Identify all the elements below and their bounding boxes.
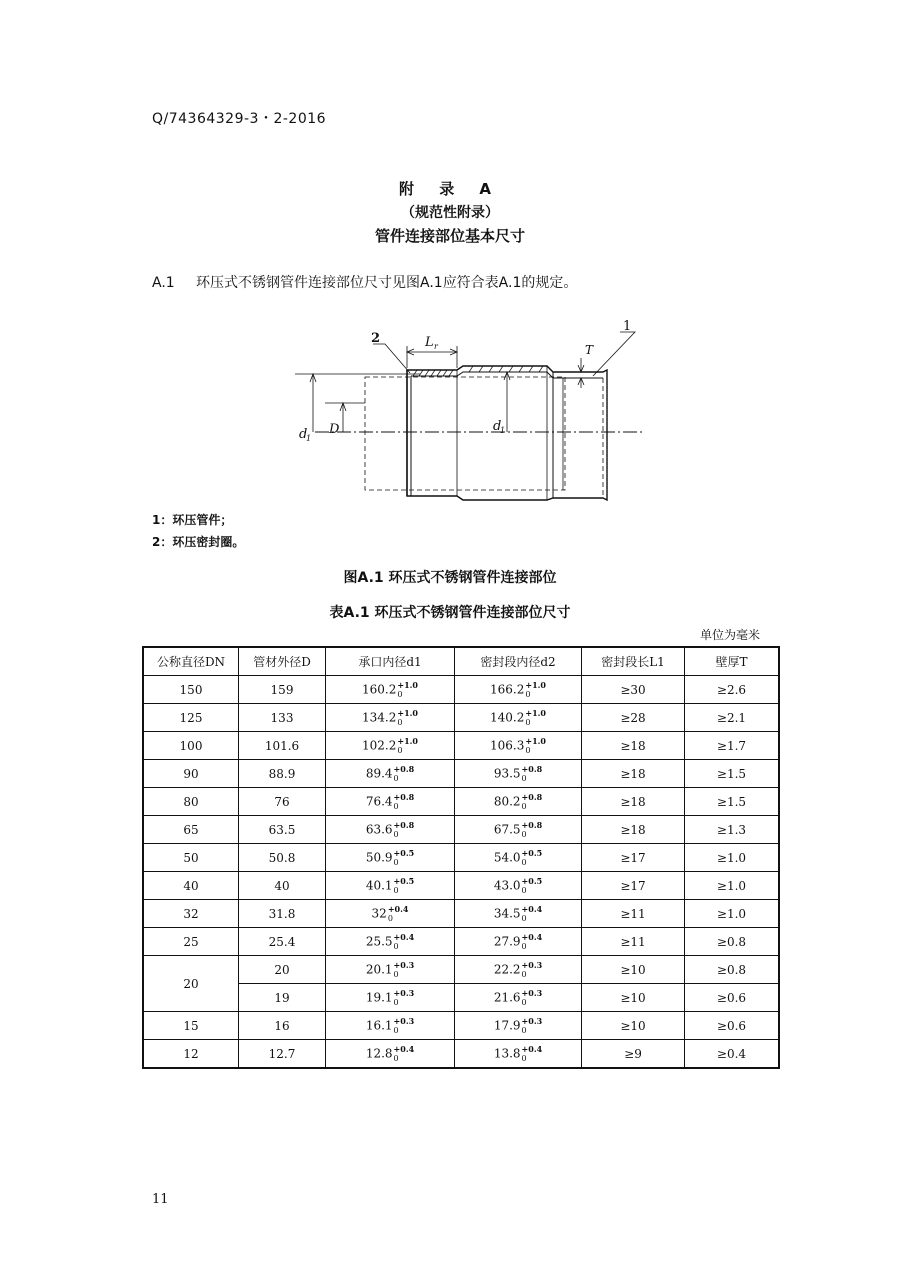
- d1-upper-deviation: +0.8: [393, 791, 415, 802]
- appendix-subtitle: （规范性附录）: [401, 205, 499, 221]
- d1-value: 89.4: [365, 766, 393, 780]
- label-1: 1: [623, 319, 632, 334]
- d1-tolerance: [394, 793, 415, 811]
- d2-value: 22.2: [493, 962, 521, 976]
- document-number: Q/74364329-3・2-2016: [152, 111, 327, 127]
- dn-cell: 150: [143, 676, 239, 704]
- d1-cell: [326, 956, 455, 984]
- d1-value: 25.5: [365, 934, 393, 948]
- d1-cell: [326, 760, 455, 788]
- wall-thickness-cell: ≥1.5: [685, 760, 780, 788]
- d2-cell: [455, 1012, 582, 1040]
- d2-cell: [455, 704, 582, 732]
- dn-cell: 50: [143, 844, 239, 872]
- d1-tolerance: [394, 765, 415, 783]
- d2-upper-deviation: +1.0: [525, 735, 546, 746]
- header-d2: 密封段内径d2: [455, 647, 582, 676]
- d2-value: 54.0: [493, 850, 521, 864]
- d1-cell: [326, 984, 455, 1012]
- table-row: [143, 788, 779, 816]
- d1-cell: [326, 1012, 455, 1040]
- d1-value: 63.6: [365, 822, 393, 836]
- label-d1-inner: d: [493, 419, 502, 434]
- d1-upper-deviation: +0.8: [393, 763, 415, 774]
- dimension-table: [142, 646, 780, 1069]
- d1-tolerance: [394, 877, 415, 895]
- d2-tolerance: [522, 793, 543, 811]
- d2-tolerance: [522, 1017, 543, 1035]
- label-D: D: [329, 422, 340, 437]
- header-dn: 公称直径DN: [143, 647, 239, 676]
- d1-tolerance: [394, 933, 415, 951]
- figure-note-1: 1：环压管件；: [152, 513, 233, 527]
- page-number: 11: [152, 1192, 169, 1207]
- d2-value: 21.6: [493, 990, 521, 1004]
- d1-value: 134.2: [362, 710, 397, 724]
- table-row: [143, 900, 779, 928]
- d2-value: 34.5: [493, 906, 521, 920]
- d2-cell: [455, 956, 582, 984]
- d1-tolerance: [394, 989, 415, 1007]
- dn-cell: 125: [143, 704, 239, 732]
- d2-cell: [455, 872, 582, 900]
- d2-tolerance: [522, 877, 543, 895]
- d2-upper-deviation: +0.4: [521, 931, 543, 942]
- fitting-drawing: [285, 318, 645, 508]
- d2-tolerance: [522, 989, 543, 1007]
- outer-diameter-cell: 12.7: [239, 1040, 326, 1069]
- outer-diameter-cell: 101.6: [239, 732, 326, 760]
- dn-cell: 100: [143, 732, 239, 760]
- dn-cell: 25: [143, 928, 239, 956]
- wall-thickness-cell: ≥0.4: [685, 1040, 780, 1069]
- wall-thickness-cell: ≥1.5: [685, 788, 780, 816]
- figure-caption: 图A.1 环压式不锈钢管件连接部位: [343, 570, 557, 586]
- d1-upper-deviation: +0.3: [393, 1015, 415, 1026]
- d2-tolerance: [522, 933, 543, 951]
- d1-value: 16.1: [365, 1018, 393, 1032]
- d2-tolerance: [522, 905, 543, 923]
- d2-value: 43.0: [493, 878, 521, 892]
- dn-cell: 80: [143, 788, 239, 816]
- d1-cell: [326, 1040, 455, 1069]
- d1-value: 50.9: [365, 850, 393, 864]
- d1-upper-deviation: +0.4: [393, 1043, 415, 1054]
- d2-tolerance: [522, 821, 543, 839]
- table-row: [143, 704, 779, 732]
- d1-lower-deviation: 0: [393, 885, 399, 895]
- d2-value: 140.2: [490, 710, 525, 724]
- d2-lower-deviation: 0: [521, 885, 527, 895]
- seal-length-cell: ≥10: [582, 1012, 685, 1040]
- d1-lower-deviation: 0: [393, 829, 399, 839]
- d2-lower-deviation: 0: [525, 745, 531, 755]
- d1-value: 19.1: [365, 990, 393, 1004]
- d1-tolerance: [388, 905, 409, 923]
- d1-tolerance: [394, 1045, 415, 1063]
- d2-value: 166.2: [490, 682, 525, 696]
- d1-value: 40.1: [365, 878, 393, 892]
- table-row: [143, 732, 779, 760]
- wall-thickness-cell: ≥0.6: [685, 984, 780, 1012]
- d2-cell: [455, 1040, 582, 1069]
- d1-cell: [326, 676, 455, 704]
- d2-upper-deviation: +1.0: [525, 679, 546, 690]
- wall-thickness-cell: ≥1.7: [685, 732, 780, 760]
- d1-upper-deviation: +0.3: [393, 959, 415, 970]
- table-row: [143, 844, 779, 872]
- appendix-title: 附 录 A: [398, 180, 502, 198]
- d1-tolerance: [394, 1017, 415, 1035]
- dn-cell: 12: [143, 1040, 239, 1069]
- d1-cell: [326, 704, 455, 732]
- d2-tolerance: [522, 765, 543, 783]
- label-d1-inner-sub: 1: [500, 426, 506, 435]
- d2-value: 17.9: [493, 1018, 521, 1032]
- d1-value: 20.1: [365, 962, 393, 976]
- d2-lower-deviation: 0: [521, 941, 527, 951]
- d2-tolerance: [522, 849, 543, 867]
- wall-thickness-cell: ≥1.0: [685, 844, 780, 872]
- d1-lower-deviation: 0: [393, 801, 399, 811]
- table-header-row: [143, 647, 779, 676]
- label-T: T: [585, 343, 594, 357]
- d1-lower-deviation: 0: [387, 913, 393, 923]
- figure-note-2: 2：环压密封圈。: [152, 535, 245, 549]
- d1-tolerance: [397, 737, 418, 755]
- label-d1-outer-sub: 1: [306, 434, 312, 443]
- d2-cell: [455, 900, 582, 928]
- d2-cell: [455, 760, 582, 788]
- table-row: [143, 928, 779, 956]
- d2-cell: [455, 928, 582, 956]
- d1-lower-deviation: 0: [397, 689, 403, 699]
- pipe-outline: [365, 377, 565, 490]
- header-T: 壁厚T: [685, 647, 780, 676]
- d2-value: 27.9: [493, 934, 521, 948]
- table-row: [143, 1012, 779, 1040]
- outer-diameter-cell: 50.8: [239, 844, 326, 872]
- d1-tolerance: [394, 849, 415, 867]
- sealing-ring-hatch: [413, 366, 543, 376]
- wall-thickness-cell: ≥0.8: [685, 956, 780, 984]
- outer-diameter-cell: 63.5: [239, 816, 326, 844]
- header-d1: 承口内径d1: [326, 647, 455, 676]
- seal-length-cell: ≥17: [582, 872, 685, 900]
- d1-upper-deviation: +1.0: [397, 679, 418, 690]
- seal-length-cell: ≥11: [582, 900, 685, 928]
- dn-cell: 32: [143, 900, 239, 928]
- d2-value: 106.3: [490, 738, 525, 752]
- outer-diameter-cell: 19: [239, 984, 326, 1012]
- d2-value: 93.5: [493, 766, 521, 780]
- d2-upper-deviation: +0.8: [521, 763, 543, 774]
- header-D: 管材外径D: [239, 647, 326, 676]
- wall-thickness-cell: ≥2.1: [685, 704, 780, 732]
- d2-value: 67.5: [493, 822, 521, 836]
- d2-lower-deviation: 0: [521, 773, 527, 783]
- outer-diameter-cell: 25.4: [239, 928, 326, 956]
- d2-upper-deviation: +0.5: [521, 847, 543, 858]
- d2-tolerance: [525, 709, 546, 727]
- d1-cell: [326, 928, 455, 956]
- d1-cell: [326, 788, 455, 816]
- d2-cell: [455, 676, 582, 704]
- wall-thickness-cell: ≥1.0: [685, 872, 780, 900]
- seal-length-cell: ≥18: [582, 760, 685, 788]
- d1-value: 102.2: [362, 738, 397, 752]
- d1-lower-deviation: 0: [393, 1053, 399, 1063]
- d2-lower-deviation: 0: [521, 857, 527, 867]
- d1-upper-deviation: +0.3: [393, 987, 415, 998]
- table-row: [143, 816, 779, 844]
- d1-upper-deviation: +1.0: [397, 707, 418, 718]
- leader-2: [373, 344, 410, 373]
- d2-upper-deviation: +0.8: [521, 791, 543, 802]
- d1-tolerance: [397, 709, 418, 727]
- d2-lower-deviation: 0: [521, 969, 527, 979]
- d1-value: 160.2: [362, 682, 397, 696]
- table-row: [143, 872, 779, 900]
- wall-thickness-cell: ≥0.8: [685, 928, 780, 956]
- d1-lower-deviation: 0: [393, 773, 399, 783]
- d1-cell: [326, 732, 455, 760]
- seal-length-cell: ≥10: [582, 956, 685, 984]
- d2-lower-deviation: 0: [521, 997, 527, 1007]
- d2-tolerance: [522, 1045, 543, 1063]
- seal-length-cell: ≥17: [582, 844, 685, 872]
- d1-tolerance: [397, 681, 418, 699]
- d2-tolerance: [522, 961, 543, 979]
- d1-lower-deviation: 0: [397, 717, 403, 727]
- d1-lower-deviation: 0: [393, 997, 399, 1007]
- clause-a1: [152, 272, 577, 292]
- d2-upper-deviation: +1.0: [525, 707, 546, 718]
- d1-upper-deviation: +0.8: [393, 819, 415, 830]
- clause-text: 环压式不锈钢管件连接部位尺寸见图A.1应符合表A.1的规定。: [196, 275, 578, 291]
- clause-number: A.1: [152, 275, 175, 291]
- d2-cell: [455, 844, 582, 872]
- d2-tolerance: [525, 737, 546, 755]
- wall-thickness-cell: ≥2.6: [685, 676, 780, 704]
- outer-diameter-cell: 133: [239, 704, 326, 732]
- d2-lower-deviation: 0: [521, 913, 527, 923]
- d1-cell: [326, 844, 455, 872]
- table-caption: 表A.1 环压式不锈钢管件连接部位尺寸: [329, 605, 571, 621]
- d1-lower-deviation: 0: [393, 941, 399, 951]
- d1-upper-deviation: +0.4: [393, 931, 415, 942]
- table-row: [143, 676, 779, 704]
- d1-cell: [326, 872, 455, 900]
- seal-length-cell: ≥18: [582, 788, 685, 816]
- leader-1: [593, 332, 635, 376]
- d1-value: 76.4: [365, 794, 393, 808]
- d2-lower-deviation: 0: [521, 829, 527, 839]
- d1-lower-deviation: 0: [393, 1025, 399, 1035]
- d2-lower-deviation: 0: [521, 1053, 527, 1063]
- d1-value: 12.8: [365, 1046, 393, 1060]
- d2-upper-deviation: +0.5: [521, 875, 543, 886]
- table-row: [143, 760, 779, 788]
- outer-diameter-cell: 31.8: [239, 900, 326, 928]
- seal-length-cell: ≥18: [582, 816, 685, 844]
- outer-diameter-cell: 20: [239, 956, 326, 984]
- d2-lower-deviation: 0: [521, 1025, 527, 1035]
- appendix-heading: 管件连接部位基本尺寸: [374, 227, 525, 245]
- d1-upper-deviation: +0.5: [393, 875, 415, 886]
- header-L1: 密封段长L1: [582, 647, 685, 676]
- table-unit: 单位为毫米: [700, 628, 761, 642]
- seal-length-cell: ≥9: [582, 1040, 685, 1069]
- d2-lower-deviation: 0: [521, 801, 527, 811]
- wall-thickness-cell: ≥1.3: [685, 816, 780, 844]
- label-2: 2: [371, 331, 381, 346]
- outer-diameter-cell: 76: [239, 788, 326, 816]
- d2-value: 13.8: [493, 1046, 521, 1060]
- dn-cell: 65: [143, 816, 239, 844]
- d1-cell: [326, 900, 455, 928]
- d2-value: 80.2: [493, 794, 521, 808]
- d1-lower-deviation: 0: [393, 857, 399, 867]
- outer-diameter-cell: 40: [239, 872, 326, 900]
- d2-upper-deviation: +0.3: [521, 987, 543, 998]
- seal-length-cell: ≥10: [582, 984, 685, 1012]
- wall-thickness-cell: ≥1.0: [685, 900, 780, 928]
- d1-lower-deviation: 0: [397, 745, 403, 755]
- d2-cell: [455, 788, 582, 816]
- label-Lr-sub: r: [434, 342, 438, 351]
- d1-value: 32: [371, 906, 387, 920]
- seal-length-cell: ≥28: [582, 704, 685, 732]
- dn-cell: 40: [143, 872, 239, 900]
- d2-upper-deviation: +0.4: [521, 1043, 543, 1054]
- d1-upper-deviation: +1.0: [397, 735, 418, 746]
- d2-cell: [455, 816, 582, 844]
- label-d1-outer: d: [299, 427, 308, 442]
- outer-diameter-cell: 16: [239, 1012, 326, 1040]
- seal-length-cell: ≥18: [582, 732, 685, 760]
- table-row: [143, 1040, 779, 1069]
- d2-upper-deviation: +0.3: [521, 1015, 543, 1026]
- table-row: [143, 956, 779, 984]
- d1-lower-deviation: 0: [393, 969, 399, 979]
- d2-tolerance: [525, 681, 546, 699]
- d1-tolerance: [394, 821, 415, 839]
- d1-upper-deviation: +0.5: [393, 847, 415, 858]
- d1-cell: [326, 816, 455, 844]
- d1-tolerance: [394, 961, 415, 979]
- d2-cell: [455, 732, 582, 760]
- d2-lower-deviation: 0: [525, 689, 531, 699]
- outer-diameter-cell: 159: [239, 676, 326, 704]
- dn-cell: 90: [143, 760, 239, 788]
- d2-cell: [455, 984, 582, 1012]
- d2-lower-deviation: 0: [525, 717, 531, 727]
- dn-cell: 20: [143, 956, 239, 1012]
- seal-length-cell: ≥30: [582, 676, 685, 704]
- label-Lr: L: [425, 335, 434, 350]
- d1-upper-deviation: +0.4: [387, 903, 409, 914]
- d2-upper-deviation: +0.3: [521, 959, 543, 970]
- wall-thickness-cell: ≥0.6: [685, 1012, 780, 1040]
- table-row: [143, 984, 779, 1012]
- d2-upper-deviation: +0.4: [521, 903, 543, 914]
- outer-diameter-cell: 88.9: [239, 760, 326, 788]
- d2-upper-deviation: +0.8: [521, 819, 543, 830]
- dn-cell: 15: [143, 1012, 239, 1040]
- seal-length-cell: ≥11: [582, 928, 685, 956]
